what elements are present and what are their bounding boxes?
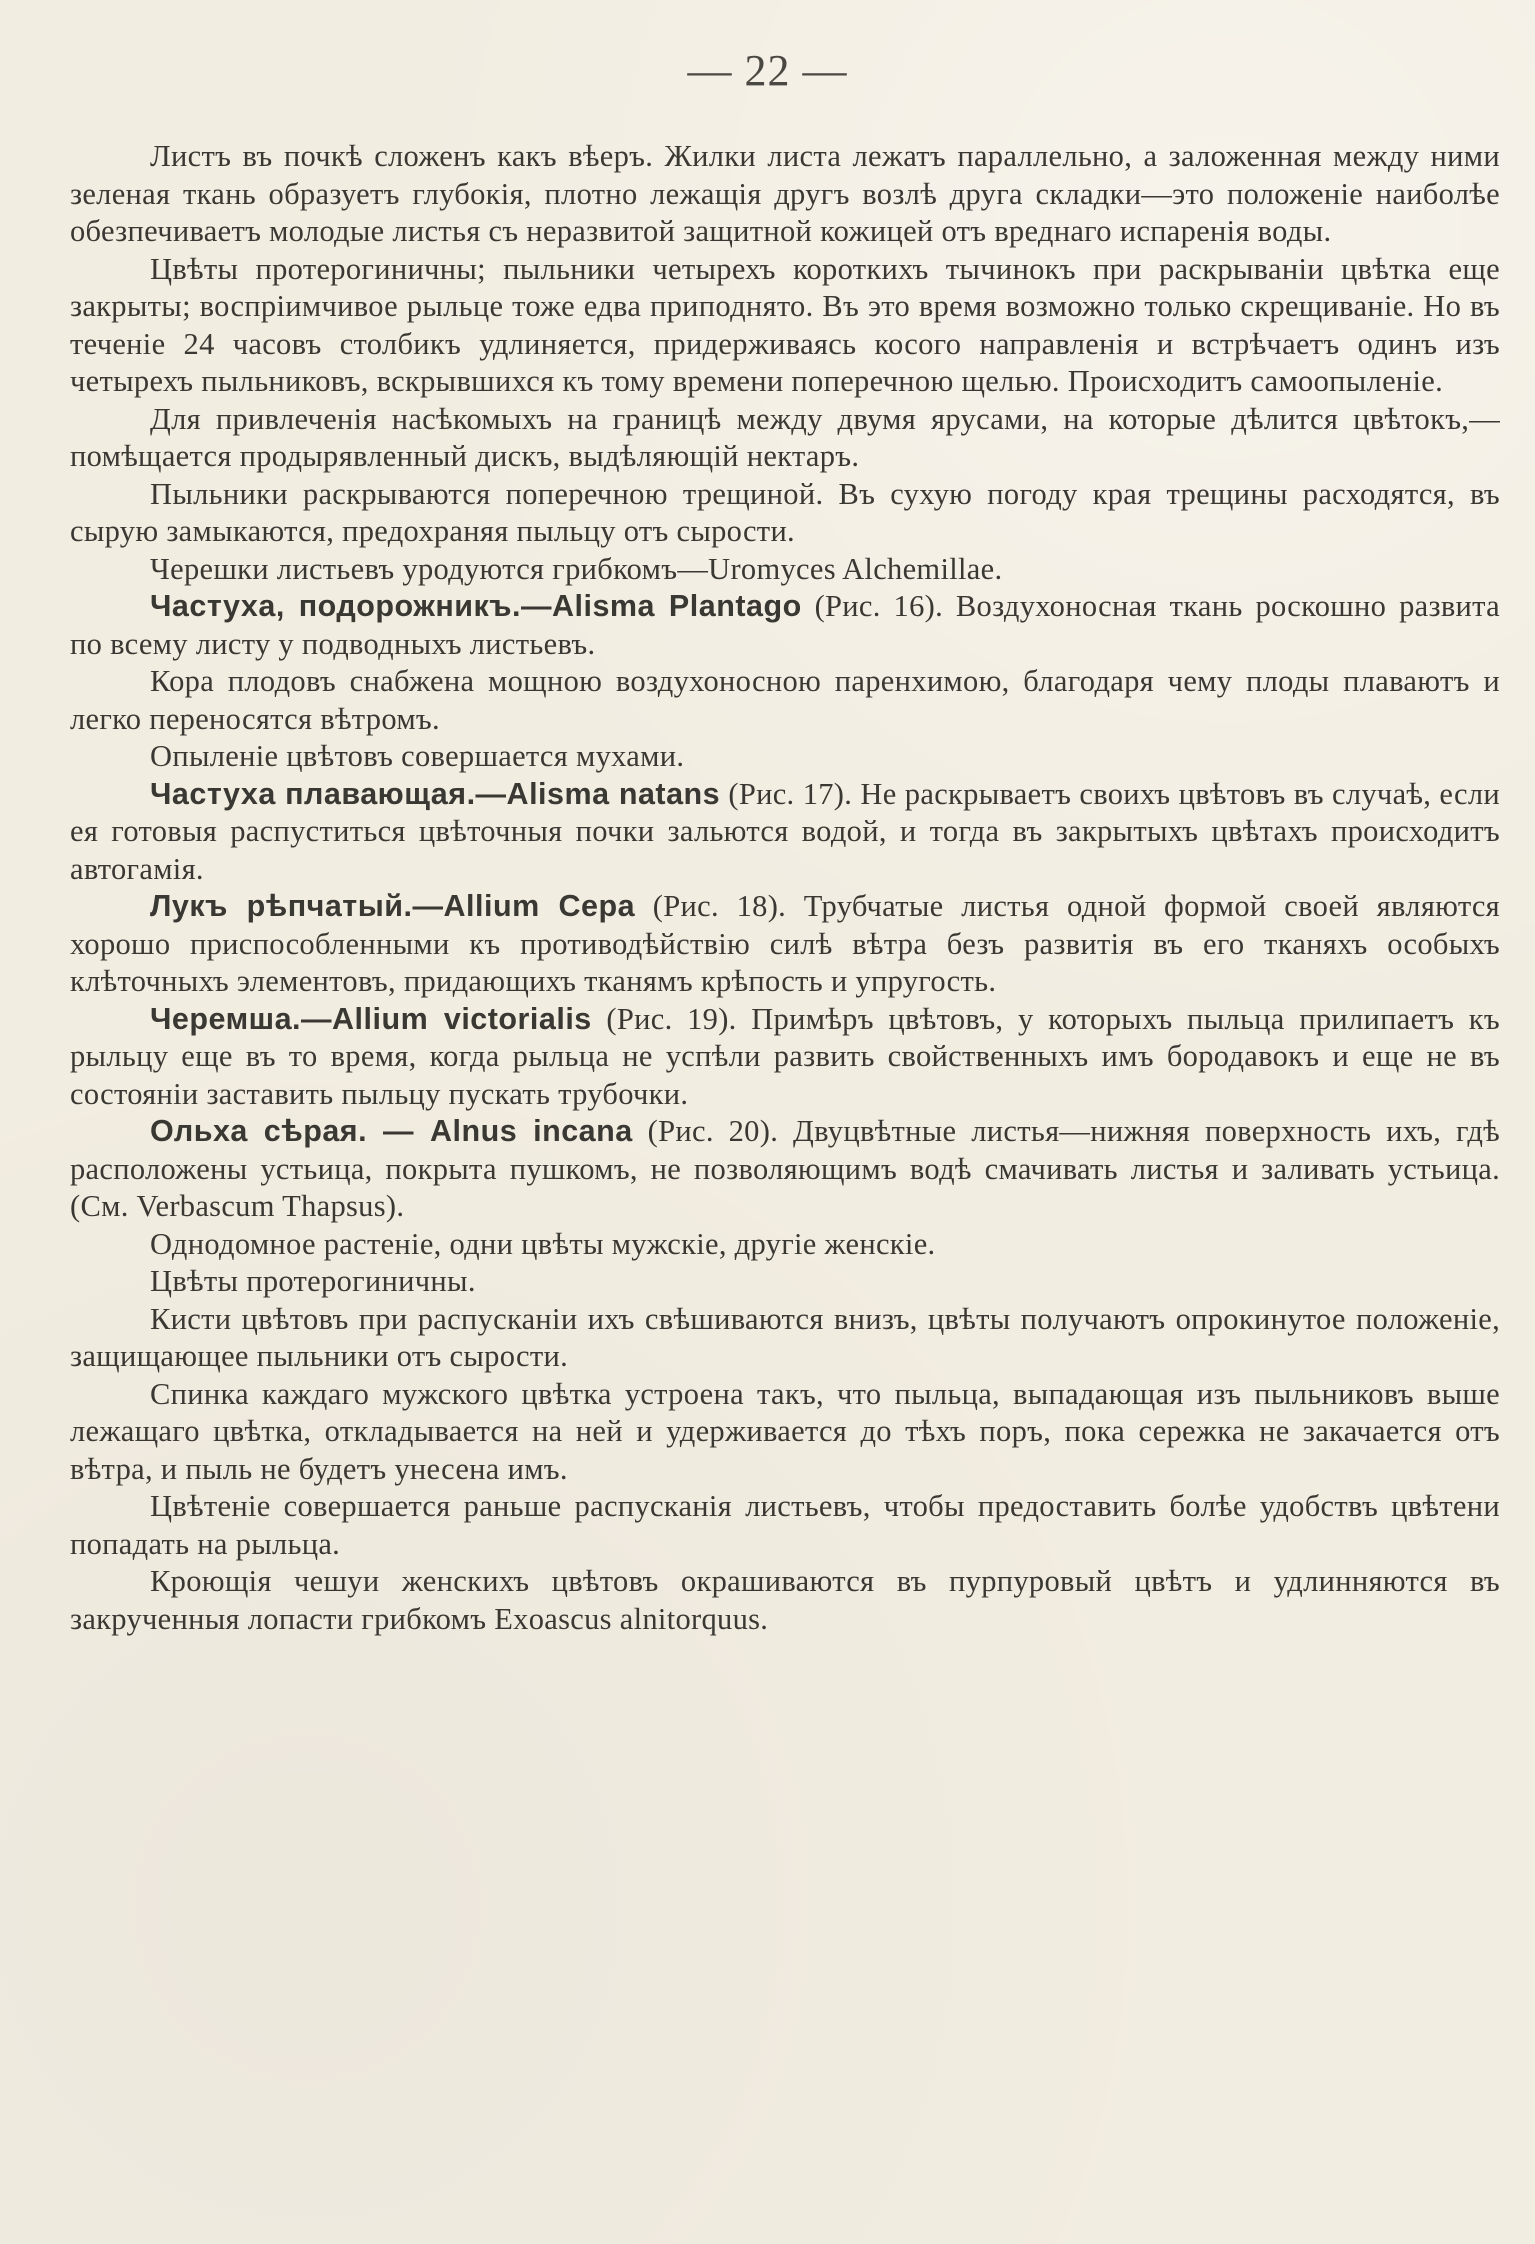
entry-heading: Частуха, подорожникъ.—Alisma Plantago [150, 589, 802, 623]
entry-text: (Рис. 19). Примѣръ цвѣтовъ, у которыхъ пыльца прилипаетъ къ рыльцу еще въ то время, когда рыльца не успѣли развить свойственныхъ имъ бородавокъ и еще не въ состояніи заставить пыльцу пускать трубочки. [70, 1001, 1500, 1111]
paragraph-fruit-bark [70, 663, 1500, 738]
entry-text: (Рис. 18). Трубчатые листья одной формой своей являются хорошо приспособленными къ противодѣйствію силѣ вѣтра безъ развитія въ его тканяхъ особыхъ клѣточныхъ элементовъ, придающихъ тканямъ крѣпость и упругость. [70, 889, 1500, 998]
paragraph-male-flower-back [70, 1376, 1500, 1489]
paragraph-text: Цвѣты протерогиничны; пыльники четырехъ короткихъ тычинокъ при раскрываніи цвѣтка еще закрыты; воспріимчивое рыльце тоже едва приподнято. Въ это время возможно только скрещиваніе. Но въ теченіе 24 часовъ столбикъ удлиняется, придерживаясь косого направленія и встрѣчаетъ одинъ изъ четырехъ пыльниковъ, вскрывшихся къ тому времени поперечною щелью. Происходитъ самоопыленіе. [70, 251, 1500, 398]
paragraph-text: Кисти цвѣтовъ при распусканіи ихъ свѣшиваются внизъ, цвѣты получаютъ опрокинутое положеніе, защищающее пыльники отъ сырости. [70, 1301, 1500, 1373]
paragraph-text: Однодомное растеніе, одни цвѣты мужскіе, другіе женскіе. [150, 1226, 936, 1261]
page-text [70, 138, 1500, 1638]
paragraph-text: Кроющія чешуи женскихъ цвѣтовъ окрашиваются въ пурпуровый цвѣтъ и удлинняются въ закрученныя лопасти грибкомъ Exoascus alnitorquus. [70, 1564, 1500, 1636]
entry-allium-victorialis [70, 1001, 1500, 1114]
paragraph-nectar-disk [70, 401, 1500, 476]
entry-alisma-natans [70, 776, 1500, 889]
entry-heading: Ольха сѣрая. — Alnus incana [150, 1114, 633, 1148]
paragraph-uromyces [70, 551, 1500, 589]
paragraph-exoascus [70, 1563, 1500, 1638]
paragraph-text: Листъ въ почкѣ сложенъ какъ вѣеръ. Жилки листа лежатъ параллельно, а заложенная между ними зеленая ткань образуетъ глубокія, плотно лежащія другъ возлѣ друга складки—это положеніе наиболѣе обезпечиваетъ молодые листья съ неразвитой защитной кожицей отъ вреднаго испаренія воды. [70, 139, 1500, 248]
entry-heading: Лукъ рѣпчатый.—Allium Cepa [150, 889, 636, 923]
paragraph-monoecious [70, 1226, 1500, 1264]
entry-text: (Рис. 16). Воздухоносная ткань роскошно развита по всему листу у подводныхъ листьевъ. [70, 589, 1500, 661]
entry-text: (Рис. 20). Двуцвѣтные листья—нижняя поверхность ихъ, гдѣ расположены устьица, покрыта пушкомъ, не позволяющимъ водѣ смачивать листья и заливать устьица. (См. Verbascum Thapsus). [70, 1114, 1501, 1223]
paragraph-text: Цвѣтеніе совершается раньше распусканія листьевъ, чтобы предоставить болѣе удобствъ цвѣтени попадать на рыльца. [70, 1489, 1500, 1561]
paragraph-text: Опыленіе цвѣтовъ совершается мухами. [150, 739, 685, 773]
entry-allium-cepa [70, 888, 1500, 1001]
entry-text: (Рис. 17). Не раскрываетъ своихъ цвѣтовъ въ случаѣ, если ея готовыя распуститься цвѣточныя почки зальются водой, и тогда въ закрытыхъ цвѣтахъ происходитъ автогамія. [70, 776, 1500, 886]
entry-heading: Черемша.—Allium victorialis [150, 1001, 592, 1036]
entry-alisma-plantago [70, 588, 1500, 663]
paragraph-text: Пыльники раскрываются поперечною трещиной. Въ сухую погоду края трещины расходятся, въ сырую замыкаются, предохраняя пыльцу отъ сырости. [70, 476, 1500, 548]
paragraph-protogynous [70, 1263, 1500, 1301]
paragraph-text: Кора плодовъ снабжена мощною воздухоносною паренхимою, благодаря чему плоды плаваютъ и легко переносятся вѣтромъ. [70, 664, 1500, 736]
paragraph-leaf-bud [70, 138, 1500, 251]
paragraph-pollination-flies [70, 738, 1500, 776]
paragraph-text: Спинка каждаго мужского цвѣтка устроена такъ, что пыльца, выпадающая изъ пыльниковъ выше лежащаго цвѣтка, откладывается на ней и удерживается до тѣхъ поръ, пока сережка не закачается отъ вѣтра, и пыль не будетъ унесена имъ. [70, 1376, 1500, 1486]
paragraph-flowering-time [70, 1488, 1500, 1563]
entry-heading: Частуха плавающая.—Alisma natans [150, 776, 721, 811]
paragraph-protogyny [70, 251, 1500, 401]
paragraph-anthers [70, 476, 1500, 551]
entry-alnus-incana [70, 1113, 1500, 1226]
paragraph-text: Цвѣты протерогиничны. [150, 1264, 476, 1298]
paragraph-text: Черешки листьевъ уродуются грибкомъ—Uromyces Alchemillae. [150, 551, 1003, 586]
page-number: — 22 — [687, 46, 848, 95]
paragraph-catkins [70, 1301, 1500, 1376]
paragraph-text: Для привлеченія насѣкомыхъ на границѣ между двумя ярусами, на которые дѣлится цвѣтокъ,—помѣщается продырявленный дискъ, выдѣляющій нектаръ. [70, 401, 1500, 473]
